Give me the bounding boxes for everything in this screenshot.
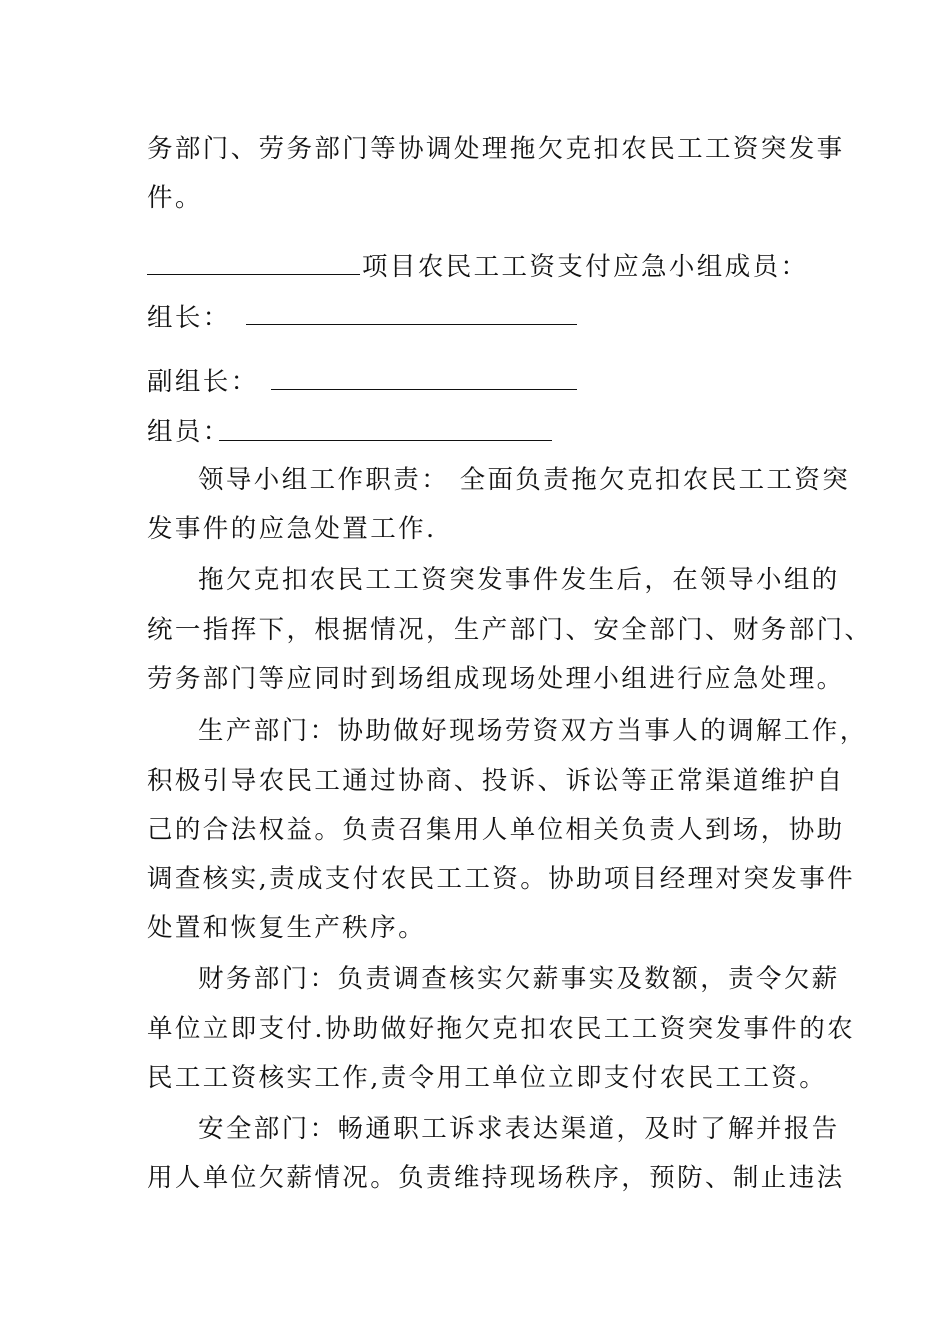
blank-underline-member (219, 440, 552, 441)
text-line: 发事件的应急处置工作. (147, 514, 437, 544)
text-line: 用人单位欠薪情况。负责维持现场秩序，预防、制止违法 (147, 1163, 845, 1193)
member-label: 组员： (147, 417, 231, 447)
text-line: 件。 (147, 183, 203, 213)
text-line: 统一指挥下，根据情况，生产部门、安全部门、财务部门、 (147, 615, 873, 645)
text-line: 调查核实,责成支付农民工工资。协助项目经理对突发事件 (147, 864, 856, 894)
text-line: 领导小组工作职责： 全面负责拖欠克扣农民工工资突 (198, 465, 851, 495)
text-line: 财务部门：负责调查核实欠薪事实及数额，责令欠薪 (198, 964, 840, 994)
text-line: 己的合法权益。负责召集用人单位相关负责人到场，协助 (147, 815, 845, 845)
text-line: 务部门、劳务部门等协调处理拖欠克扣农民工工资突发事 (147, 134, 845, 164)
text-line: 安全部门：畅通职工诉求表达渠道，及时了解并报告 (198, 1114, 840, 1144)
text-line: 劳务部门等应同时到场组成现场处理小组进行应急处理。 (147, 664, 845, 694)
text-line: 处置和恢复生产秩序。 (147, 913, 427, 943)
text-line: 单位立即支付.协助做好拖欠克扣农民工工资突发事件的农 (147, 1014, 856, 1044)
blank-underline-leader (246, 324, 577, 325)
leader-label: 组长： (147, 303, 231, 333)
members-title: 项目农民工工资支付应急小组成员： (362, 252, 809, 282)
text-line: 积极引导农民工通过协商、投诉、诉讼等正常渠道维护自 (147, 766, 845, 796)
text-line: 拖欠克扣农民工工资突发事件发生后，在领导小组的 (198, 565, 840, 595)
blank-underline-project (147, 274, 360, 275)
text-line: 生产部门：协助做好现场劳资双方当事人的调解工作， (198, 716, 868, 746)
text-line: 民工工资核实工作,责令用工单位立即支付农民工工资。 (147, 1063, 828, 1093)
deputy-label: 副组长： (147, 367, 259, 397)
blank-underline-deputy (271, 389, 577, 390)
